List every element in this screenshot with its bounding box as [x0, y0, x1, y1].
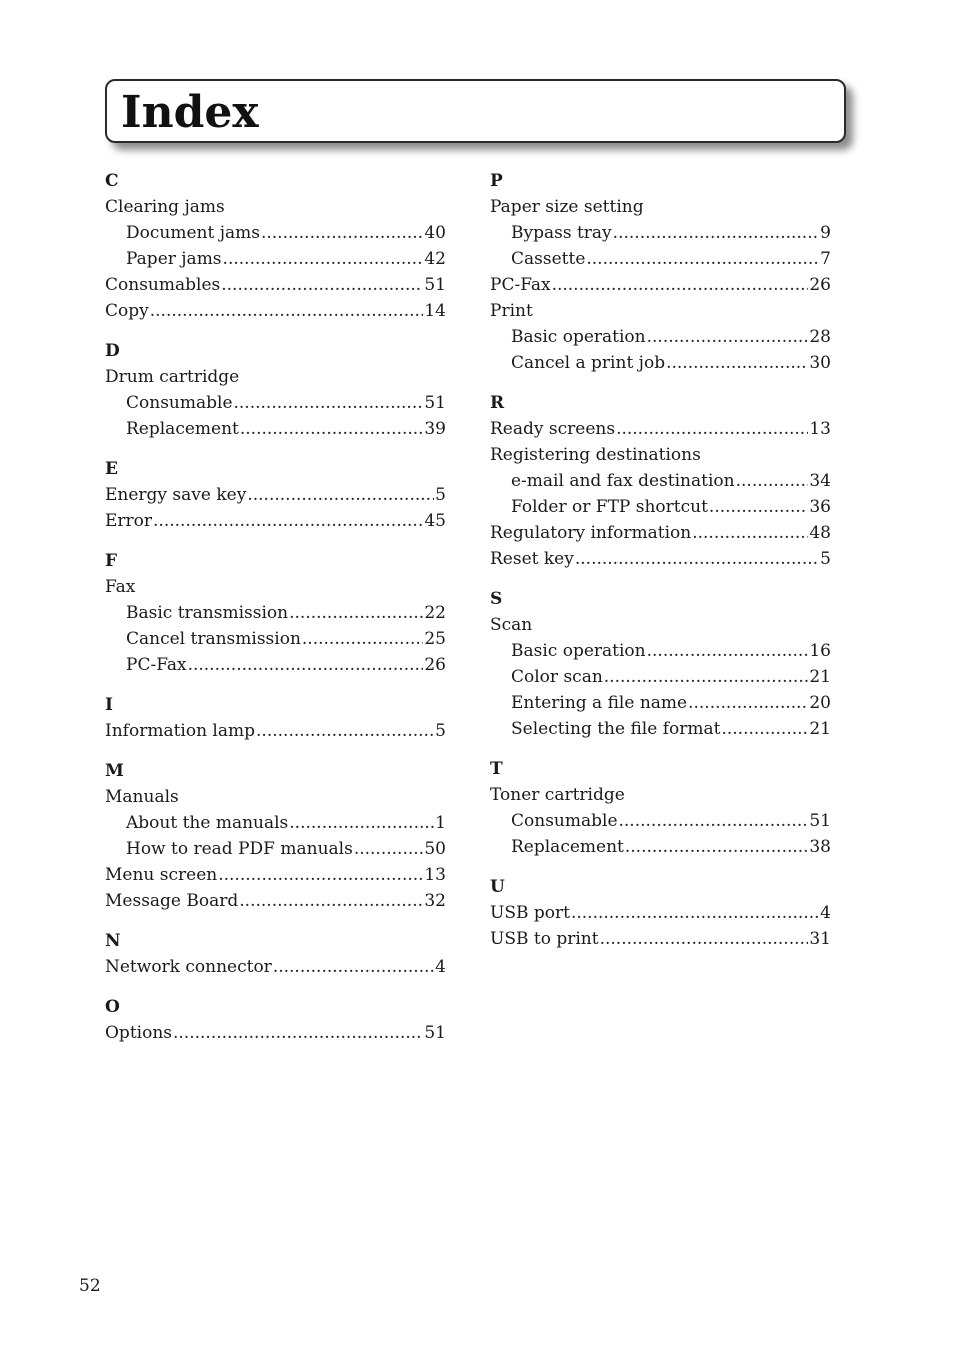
dot-leader — [586, 246, 819, 272]
dot-leader — [273, 954, 434, 980]
index-entry — [490, 520, 831, 546]
index-letter-heading: M — [105, 761, 124, 781]
index-entry-label: Basic operation — [511, 327, 646, 347]
index-group-e — [105, 456, 446, 534]
index-page-ref: 20 — [809, 693, 831, 713]
index-page-ref: 34 — [809, 471, 831, 491]
index-page-ref: 4 — [820, 903, 831, 923]
index-entry — [105, 482, 446, 508]
index-page-ref: 42 — [424, 249, 446, 269]
index-page-ref: 51 — [424, 275, 446, 295]
index-entry — [490, 782, 831, 808]
index-entry-label: USB to print — [490, 929, 599, 949]
dot-leader — [552, 272, 809, 298]
dot-leader — [666, 350, 808, 376]
index-subentry — [105, 652, 446, 678]
dot-leader — [625, 834, 809, 860]
index-entry-label: Toner cartridge — [490, 785, 625, 805]
index-entry-label: PC-Fax — [126, 655, 187, 675]
index-entry — [105, 272, 446, 298]
index-entry-label: Paper jams — [126, 249, 222, 269]
index-page-ref: 13 — [809, 419, 831, 439]
index-entry — [105, 298, 446, 324]
index-group-r — [490, 390, 831, 572]
index-page-ref: 9 — [820, 223, 831, 243]
index-page-ref: 7 — [820, 249, 831, 269]
dot-leader — [613, 220, 820, 246]
index-entry — [490, 442, 831, 468]
index-subentry — [105, 246, 446, 272]
dot-leader — [709, 494, 808, 520]
index-page-ref: 40 — [424, 223, 446, 243]
page-number: 52 — [79, 1276, 101, 1296]
dot-leader — [616, 416, 808, 442]
index-entry-label: Scan — [490, 615, 533, 635]
index-page-ref: 4 — [435, 957, 446, 977]
dot-leader — [221, 272, 423, 298]
index-page-ref: 22 — [424, 603, 446, 623]
index-page-ref: 26 — [424, 655, 446, 675]
index-page-ref: 51 — [809, 811, 831, 831]
dot-leader — [647, 324, 809, 350]
index-letter-heading: T — [490, 759, 503, 779]
index-entry-label: Registering destinations — [490, 445, 701, 465]
index-entry — [490, 612, 831, 638]
index-page-ref: 26 — [809, 275, 831, 295]
index-column-left — [105, 168, 446, 1060]
index-subentry — [490, 716, 831, 742]
index-entry-label: USB port — [490, 903, 570, 923]
index-entry — [490, 900, 831, 926]
index-entry-label: About the manuals — [126, 813, 289, 833]
index-entry — [105, 574, 446, 600]
index-entry-label: Consumable — [126, 393, 233, 413]
index-subentry — [490, 808, 831, 834]
index-page-ref: 30 — [809, 353, 831, 373]
index-entry-label: Paper size setting — [490, 197, 644, 217]
dot-leader — [247, 482, 434, 508]
index-page-ref: 14 — [424, 301, 446, 321]
index-entry-label: Entering a file name — [511, 693, 688, 713]
index-letter-heading: C — [105, 171, 119, 191]
index-subentry — [490, 664, 831, 690]
index-subentry — [105, 220, 446, 246]
index-column-right — [490, 168, 831, 966]
index-group-c — [105, 168, 446, 324]
dot-leader — [692, 520, 808, 546]
dot-leader — [223, 246, 424, 272]
index-entry-label: Fax — [105, 577, 136, 597]
index-page-ref: 5 — [820, 549, 831, 569]
index-entry-label: Basic operation — [511, 641, 646, 661]
index-entry — [105, 718, 446, 744]
index-subentry — [490, 494, 831, 520]
dot-leader — [600, 926, 809, 952]
index-subentry — [105, 390, 446, 416]
index-letter-heading: O — [105, 997, 120, 1017]
index-group-t — [490, 756, 831, 860]
dot-leader — [604, 664, 809, 690]
index-subentry — [105, 810, 446, 836]
index-entry-label: Consumable — [511, 811, 618, 831]
index-page-ref: 28 — [809, 327, 831, 347]
index-entry-label: Color scan — [511, 667, 603, 687]
index-subentry — [490, 350, 831, 376]
dot-leader — [234, 390, 424, 416]
index-letter-heading: F — [105, 551, 118, 571]
index-entry-label: Print — [490, 301, 533, 321]
dot-leader — [218, 862, 423, 888]
index-page-ref: 51 — [424, 393, 446, 413]
dot-leader — [688, 690, 808, 716]
index-entry-label: Clearing jams — [105, 197, 225, 217]
index-letter-heading: N — [105, 931, 121, 951]
dot-leader — [571, 900, 819, 926]
index-entry — [490, 298, 831, 324]
index-page-ref: 21 — [809, 667, 831, 687]
index-page-ref: 36 — [809, 497, 831, 517]
index-entry — [105, 888, 446, 914]
index-page-ref: 13 — [424, 865, 446, 885]
index-entry-label: Cassette — [511, 249, 586, 269]
index-page-ref: 48 — [809, 523, 831, 543]
dot-leader — [240, 416, 424, 442]
index-entry — [105, 364, 446, 390]
index-letter-heading: U — [490, 877, 505, 897]
index-group-d — [105, 338, 446, 442]
dot-leader — [261, 220, 423, 246]
index-entry — [105, 508, 446, 534]
index-group-m — [105, 758, 446, 914]
index-entry-label: Ready screens — [490, 419, 616, 439]
index-page-ref: 45 — [424, 511, 446, 531]
index-subentry — [490, 834, 831, 860]
index-entry-label: Options — [105, 1023, 172, 1043]
dot-leader — [153, 508, 423, 534]
index-entry-label: Drum cartridge — [105, 367, 240, 387]
index-entry-label: Copy — [105, 301, 149, 321]
index-entry-label: e-mail and fax destination — [511, 471, 735, 491]
index-group-u — [490, 874, 831, 952]
index-group-p — [490, 168, 831, 376]
dot-leader — [289, 600, 423, 626]
index-entry — [105, 954, 446, 980]
index-entry-label: Reset key — [490, 549, 574, 569]
index-entry-label: PC-Fax — [490, 275, 551, 295]
index-letter-heading: D — [105, 341, 120, 361]
index-page-ref: 5 — [435, 721, 446, 741]
index-entry — [490, 272, 831, 298]
index-letter-heading: P — [490, 171, 503, 191]
index-entry-label: Manuals — [105, 787, 179, 807]
dot-leader — [721, 716, 808, 742]
index-entry — [105, 1020, 446, 1046]
index-entry — [490, 194, 831, 220]
index-entry-label: How to read PDF manuals — [126, 839, 353, 859]
index-page-ref: 16 — [809, 641, 831, 661]
index-entry — [105, 784, 446, 810]
index-subentry — [490, 220, 831, 246]
dot-leader — [647, 638, 809, 664]
dot-leader — [289, 810, 434, 836]
index-group-o — [105, 994, 446, 1046]
index-page-ref: 38 — [809, 837, 831, 857]
index-letter-heading: R — [490, 393, 505, 413]
index-page-ref: 51 — [424, 1023, 446, 1043]
index-entry-label: Cancel transmission — [126, 629, 301, 649]
index-entry-label: Selecting the file format — [511, 719, 721, 739]
index-group-i — [105, 692, 446, 744]
index-letter-heading: E — [105, 459, 118, 479]
dot-leader — [239, 888, 423, 914]
index-page-ref: 1 — [435, 813, 446, 833]
dot-leader — [256, 718, 434, 744]
index-page-ref: 32 — [424, 891, 446, 911]
index-entry — [105, 862, 446, 888]
index-subentry — [490, 690, 831, 716]
index-subentry — [490, 324, 831, 350]
index-entry-label: Replacement — [511, 837, 624, 857]
index-page-ref: 21 — [809, 719, 831, 739]
index-page-ref: 50 — [424, 839, 446, 859]
index-entry — [490, 546, 831, 572]
index-entry-label: Folder or FTP shortcut — [511, 497, 708, 517]
index-subentry — [105, 600, 446, 626]
index-page-ref: 25 — [424, 629, 446, 649]
index-subentry — [490, 468, 831, 494]
dot-leader — [173, 1020, 423, 1046]
index-subentry — [490, 246, 831, 272]
index-group-n — [105, 928, 446, 980]
index-letter-heading: I — [105, 695, 113, 715]
dot-leader — [575, 546, 819, 572]
index-group-f — [105, 548, 446, 678]
index-entry-label: Menu screen — [105, 865, 218, 885]
page-title: Index — [121, 87, 259, 138]
index-entry — [490, 416, 831, 442]
index-entry-label: Error — [105, 511, 153, 531]
index-page-ref: 31 — [809, 929, 831, 949]
index-subentry — [105, 836, 446, 862]
index-entry-label: Consumables — [105, 275, 221, 295]
index-group-s — [490, 586, 831, 742]
dot-leader — [188, 652, 424, 678]
index-subentry — [105, 416, 446, 442]
index-entry-label: Bypass tray — [511, 223, 612, 243]
index-entry-label: Cancel a print job — [511, 353, 666, 373]
index-entry — [105, 194, 446, 220]
index-letter-heading: S — [490, 589, 503, 609]
index-title-box — [105, 79, 846, 143]
dot-leader — [619, 808, 809, 834]
dot-leader — [354, 836, 424, 862]
index-entry-label: Document jams — [126, 223, 260, 243]
dot-leader — [736, 468, 809, 494]
index-entry-label: Energy save key — [105, 485, 247, 505]
index-entry-label: Replacement — [126, 419, 239, 439]
index-entry-label: Network connector — [105, 957, 272, 977]
index-entry-label: Basic transmission — [126, 603, 289, 623]
index-entry-label: Message Board — [105, 891, 239, 911]
dot-leader — [150, 298, 424, 324]
index-entry — [490, 926, 831, 952]
index-entry-label: Regulatory information — [490, 523, 692, 543]
index-subentry — [490, 638, 831, 664]
dot-leader — [302, 626, 423, 652]
index-entry-label: Information lamp — [105, 721, 256, 741]
index-page-ref: 5 — [435, 485, 446, 505]
index-page-ref: 39 — [424, 419, 446, 439]
index-subentry — [105, 626, 446, 652]
